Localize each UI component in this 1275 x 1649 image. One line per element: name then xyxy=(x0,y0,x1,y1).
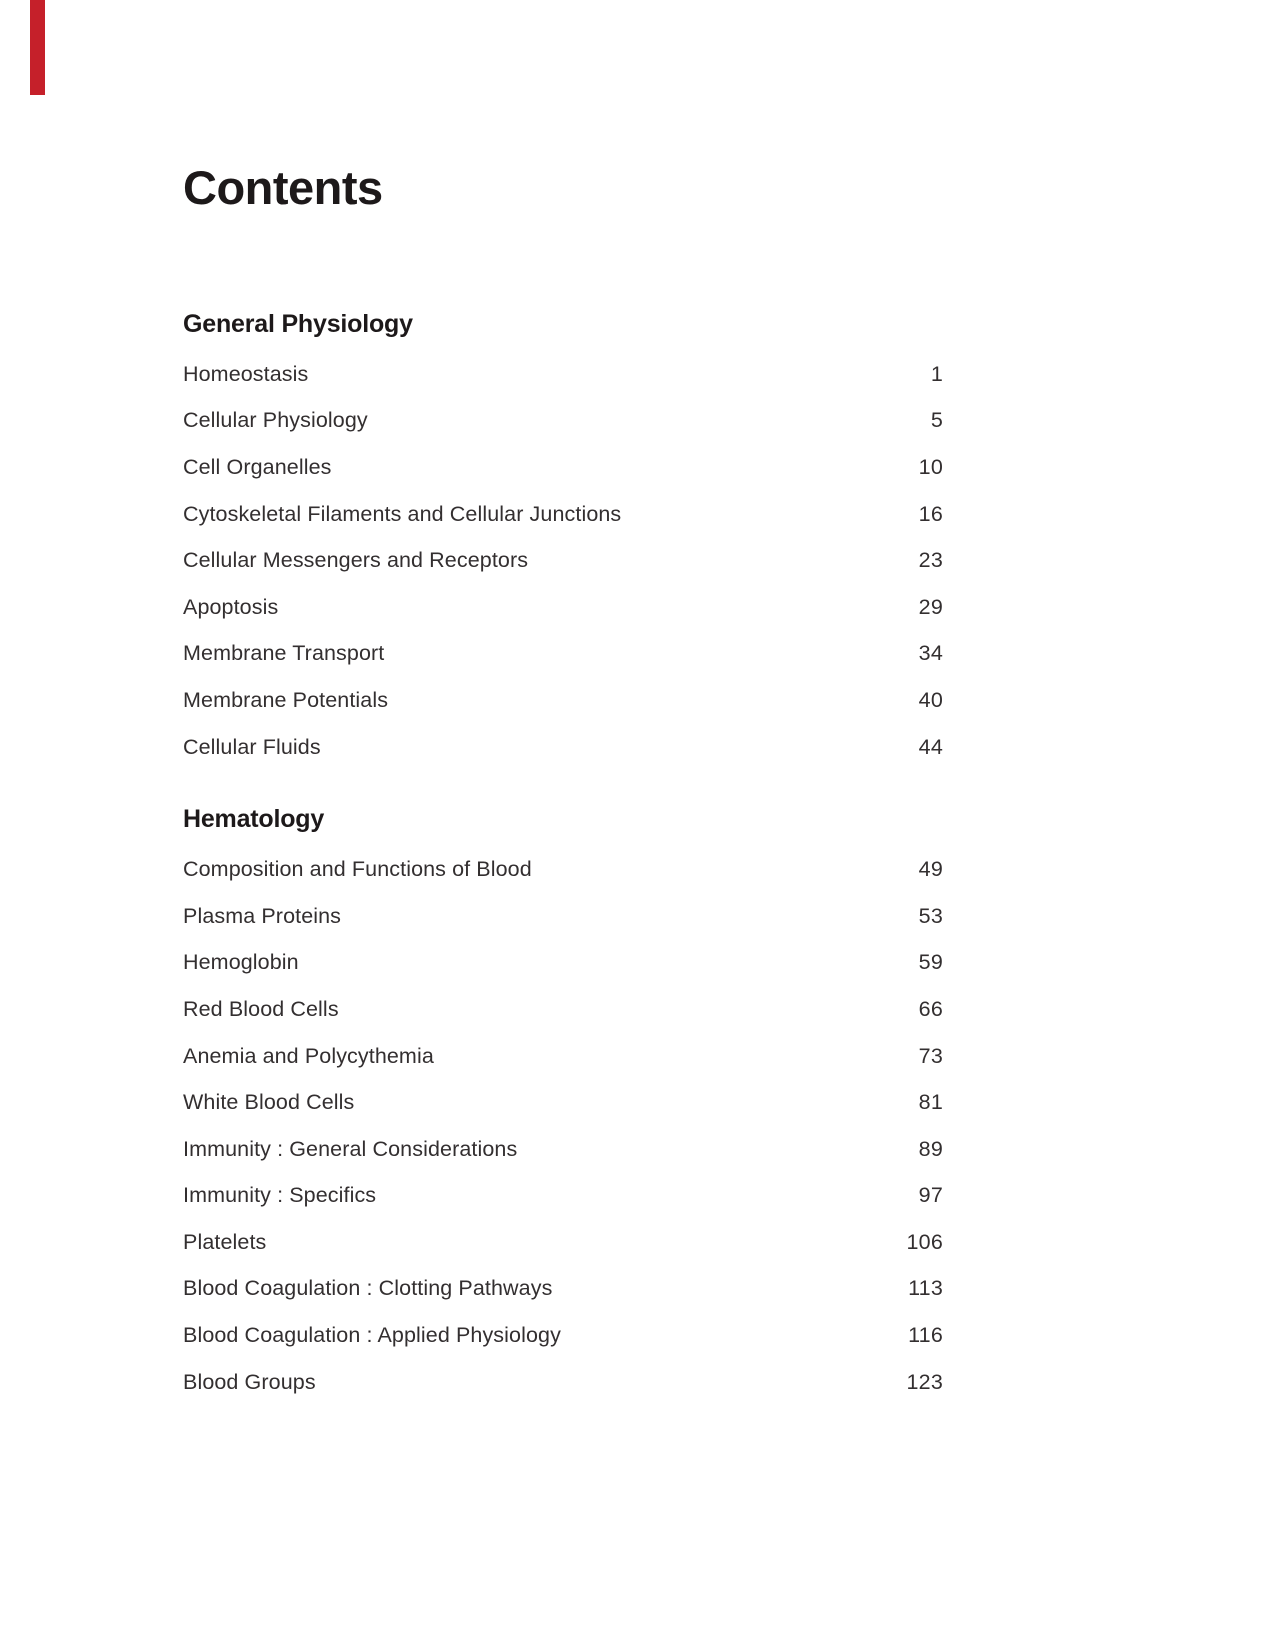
toc-entry xyxy=(183,584,943,631)
toc-entry-page-number: 73 xyxy=(918,1043,943,1068)
toc-entry xyxy=(183,677,943,724)
toc-entry xyxy=(183,1079,943,1126)
toc-entry-page-number: 97 xyxy=(918,1183,943,1208)
toc-entry-title: Cellular Messengers and Receptors xyxy=(183,548,529,573)
toc-entry xyxy=(183,398,943,445)
toc-entry-title: Anemia and Polycythemia xyxy=(183,1043,434,1068)
toc-entry-page-number: 44 xyxy=(918,734,943,759)
toc-entry xyxy=(183,846,943,893)
toc-entry-title: Platelets xyxy=(183,1229,267,1254)
toc-entry-page-number: 116 xyxy=(908,1323,943,1348)
toc-entry xyxy=(183,1126,943,1173)
section-heading: General Physiology xyxy=(183,310,413,338)
toc-entry-page-number: 113 xyxy=(908,1276,943,1301)
toc-entry-title: Blood Groups xyxy=(183,1369,316,1394)
section-heading: Hematology xyxy=(183,805,325,834)
toc-entry-title: Apoptosis xyxy=(183,594,279,619)
toc-entry-page-number: 89 xyxy=(918,1136,943,1161)
toc-entry xyxy=(183,893,943,940)
toc-entry-title: Red Blood Cells xyxy=(183,996,339,1021)
toc-entry-page-number: 1 xyxy=(930,361,943,386)
toc-sections xyxy=(183,311,943,1405)
toc-entry-title: Blood Coagulation : Clotting Pathways xyxy=(183,1276,553,1301)
toc-section xyxy=(183,806,943,1405)
toc-entry-page-number: 59 xyxy=(918,950,943,975)
toc-entry xyxy=(183,491,943,538)
toc-entry-title: Cellular Physiology xyxy=(183,408,368,433)
toc-entry xyxy=(183,1312,943,1359)
toc-entry-page-number: 5 xyxy=(930,408,943,433)
toc-entry xyxy=(183,1359,943,1406)
toc-entry-title: Cell Organelles xyxy=(183,454,332,479)
toc-entry-title: Composition and Functions of Blood xyxy=(183,857,532,882)
toc-entry-title: Blood Coagulation : Applied Physiology xyxy=(183,1323,561,1348)
toc-entry-title: Immunity : General Considerations xyxy=(183,1136,518,1161)
section-entries xyxy=(183,351,943,770)
toc-entry xyxy=(183,724,943,771)
toc-entry-page-number: 40 xyxy=(918,687,943,712)
toc-entry xyxy=(183,1173,943,1220)
toc-entry xyxy=(183,1266,943,1313)
toc-entry-title: Homeostasis xyxy=(183,361,309,386)
toc-entry xyxy=(183,940,943,987)
toc-entry-title: White Blood Cells xyxy=(183,1090,355,1115)
toc-entry xyxy=(183,444,943,491)
toc-entry xyxy=(183,351,943,398)
toc-entry-title: Membrane Transport xyxy=(183,641,385,666)
toc-entry-title: Hemoglobin xyxy=(183,950,299,975)
toc-entry-title: Cytoskeletal Filaments and Cellular Junctions xyxy=(183,501,622,526)
toc-entry xyxy=(183,537,943,584)
toc-entry-page-number: 16 xyxy=(918,501,943,526)
toc-section xyxy=(183,311,943,770)
toc-entry-page-number: 49 xyxy=(918,857,943,882)
toc-entry-page-number: 23 xyxy=(918,548,943,573)
toc-entry-title: Plasma Proteins xyxy=(183,903,342,928)
toc-entry-title: Cellular Fluids xyxy=(183,734,321,759)
toc-entry-title: Membrane Potentials xyxy=(183,687,389,712)
toc-entry xyxy=(183,986,943,1033)
toc-entry-page-number: 106 xyxy=(906,1229,943,1254)
toc-entry-page-number: 29 xyxy=(918,594,943,619)
chapter-edge-tab xyxy=(30,0,45,95)
toc-entry-page-number: 123 xyxy=(906,1369,943,1394)
toc-entry xyxy=(183,631,943,678)
toc-entry-page-number: 81 xyxy=(918,1090,943,1115)
section-entries xyxy=(183,846,943,1405)
toc-content xyxy=(183,0,943,1405)
toc-entry xyxy=(183,1033,943,1080)
toc-entry-page-number: 10 xyxy=(918,454,943,479)
toc-entry-page-number: 34 xyxy=(918,641,943,666)
toc-entry xyxy=(183,1219,943,1266)
toc-entry-title: Immunity : Specifics xyxy=(183,1183,377,1208)
page-title: Contents xyxy=(183,161,383,214)
toc-entry-page-number: 66 xyxy=(918,996,943,1021)
toc-entry-page-number: 53 xyxy=(918,903,943,928)
